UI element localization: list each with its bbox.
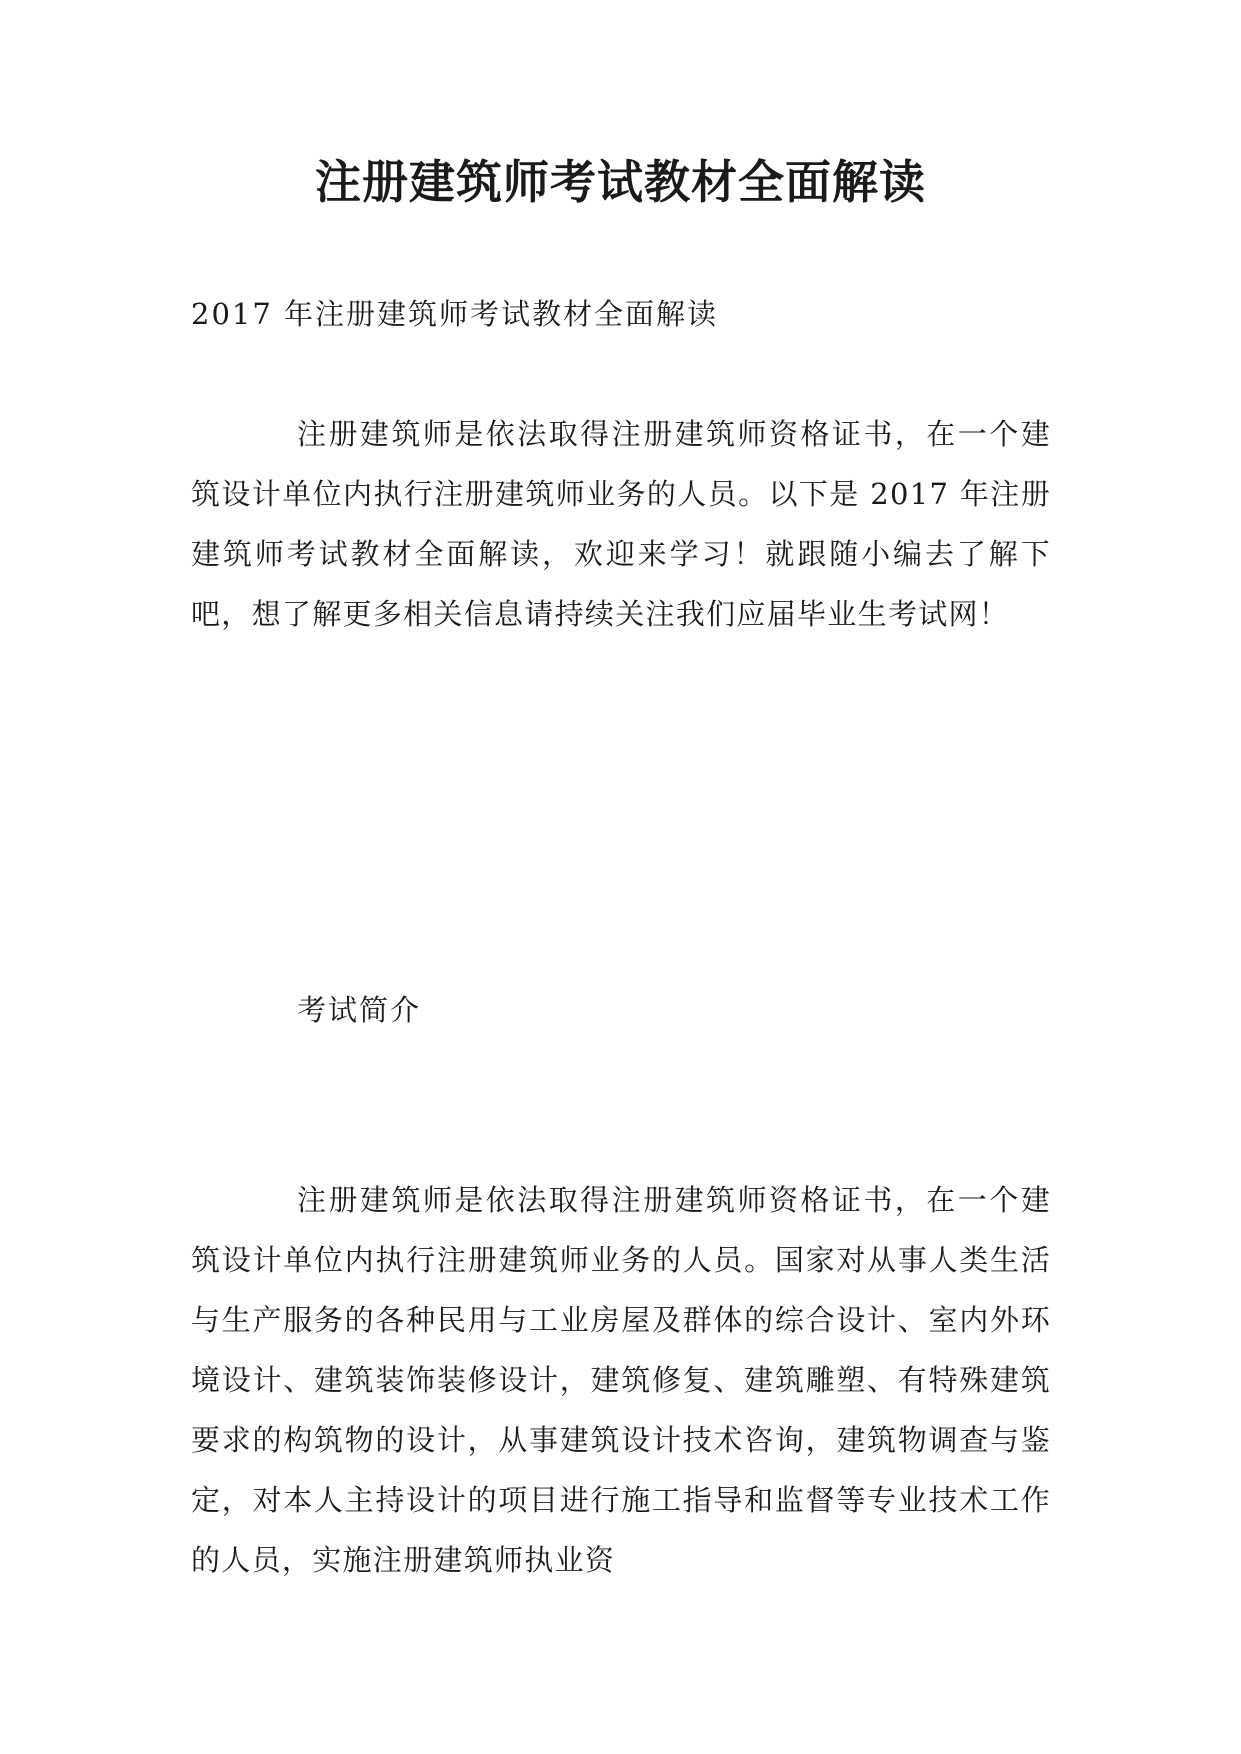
section-heading: 考试简介 [297, 993, 422, 1027]
section-paragraph: 注册建筑师是依法取得注册建筑师资格证书，在一个建筑设计单位内执行注册建筑师业务的人员。国家对从事人类生活与生产服务的各种民用与工业房屋及群体的综合设计、室内外环境设计、建筑装饰装修设计，建筑修复、建筑雕塑、有特殊建筑要求的构筑物的设计，从事建筑设计技术咨询，建筑物调查与鉴定，对本人主持设计的项目进行施工指导和监督等专业技术工作的人员，实施注册建筑师执业资 [191, 1183, 1051, 1577]
document-subtitle: 2017 年注册建筑师考试教材全面解读 [191, 297, 719, 331]
intro-paragraph: 注册建筑师是依法取得注册建筑师资格证书，在一个建筑设计单位内执行注册建筑师业务的人员。以下是 2017 年注册建筑师考试教材全面解读，欢迎来学习！就跟随小编去了解下吧，想了解更多相关信息请持续关注我们应届毕业生考试网！ [191, 417, 1051, 631]
page-title: 注册建筑师考试教材全面解读 [315, 155, 926, 209]
